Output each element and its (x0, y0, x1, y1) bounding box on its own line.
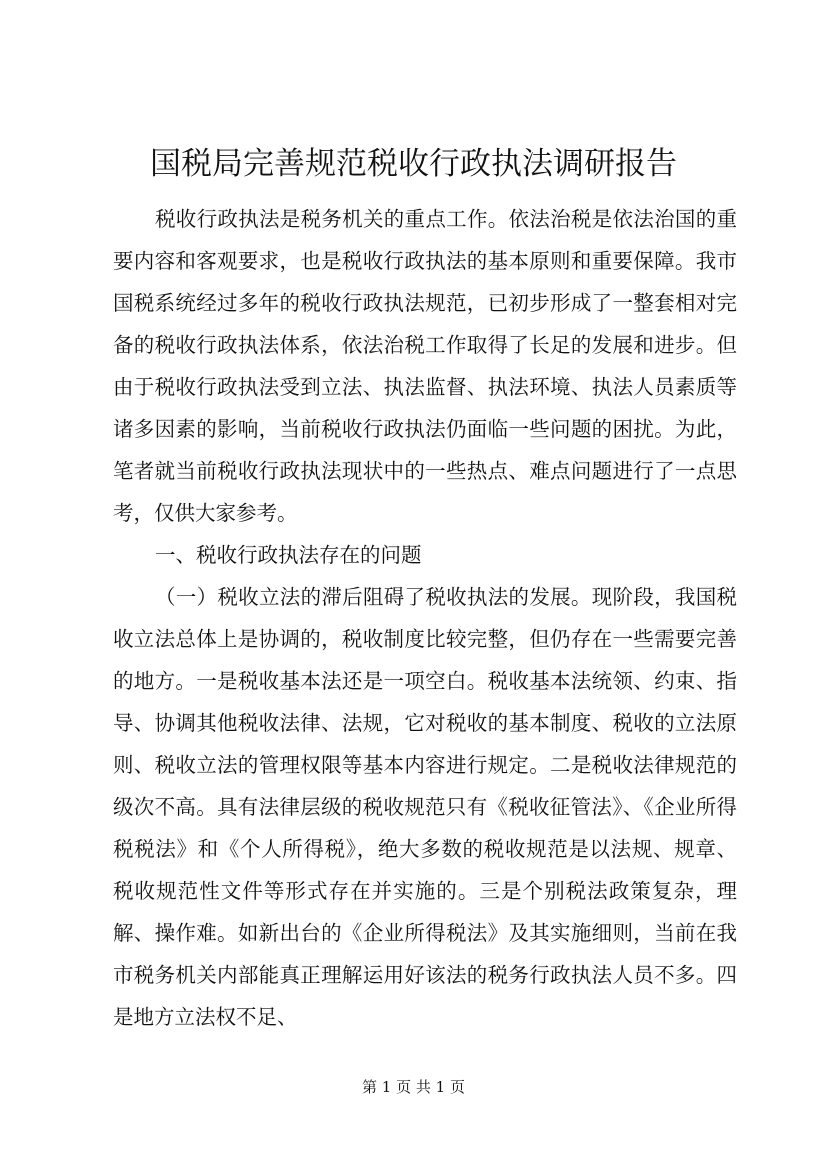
subsection-paragraph: （一）税收立法的滞后阻碍了税收执法的发展。现阶段，我国税收立法总体上是协调的，税收制度比较完整，但仍存在一些需要完善的地方。一是税收基本法还是一项空白。税收基本法统领、约束、指导、协调其他税收法律、法规，它对税收的基本制度、税收的立法原则、税收立法的管理权限等基本内容进行规定。二是税收法律规范的级次不高。具有法律层级的税收规范只有《税收征管法》、《企业所得税税法》和《个人所得税》，绝大多数的税收规范是以法规、规章、税收规范性文件等形式存在并实施的。三是个别税法政策复杂，理解、操作难。如新出台的《企业所得税法》及其实施细则，当前在我市税务机关内部能真正理解运用好该法的税务行政执法人员不多。四是地方立法权不足、 (113, 585, 737, 1029)
document-body (113, 198, 737, 1038)
section-heading: 一、税收行政执法存在的问题 (155, 543, 422, 567)
page-number-footer: 第 1 页 共 1 页 (362, 1078, 465, 1096)
intro-paragraph: 税收行政执法是税务机关的重点工作。依法治税是依法治国的重要内容和客观要求，也是税收行政执法的基本原则和重要保障。我市国税系统经过多年的税收行政执法规范，已初步形成了一整套相对完备的税收行政执法体系，依法治税工作取得了长足的发展和进步。但由于税收行政执法受到立法、执法监督、执法环境、执法人员素质等诸多因素的影响，当前税收行政执法仍面临一些问题的困扰。为此，笔者就当前税收行政执法现状中的一些热点、难点问题进行了一点思考，仅供大家参考。 (113, 207, 737, 525)
document-title: 国税局完善规范税收行政执法调研报告 (150, 146, 677, 182)
